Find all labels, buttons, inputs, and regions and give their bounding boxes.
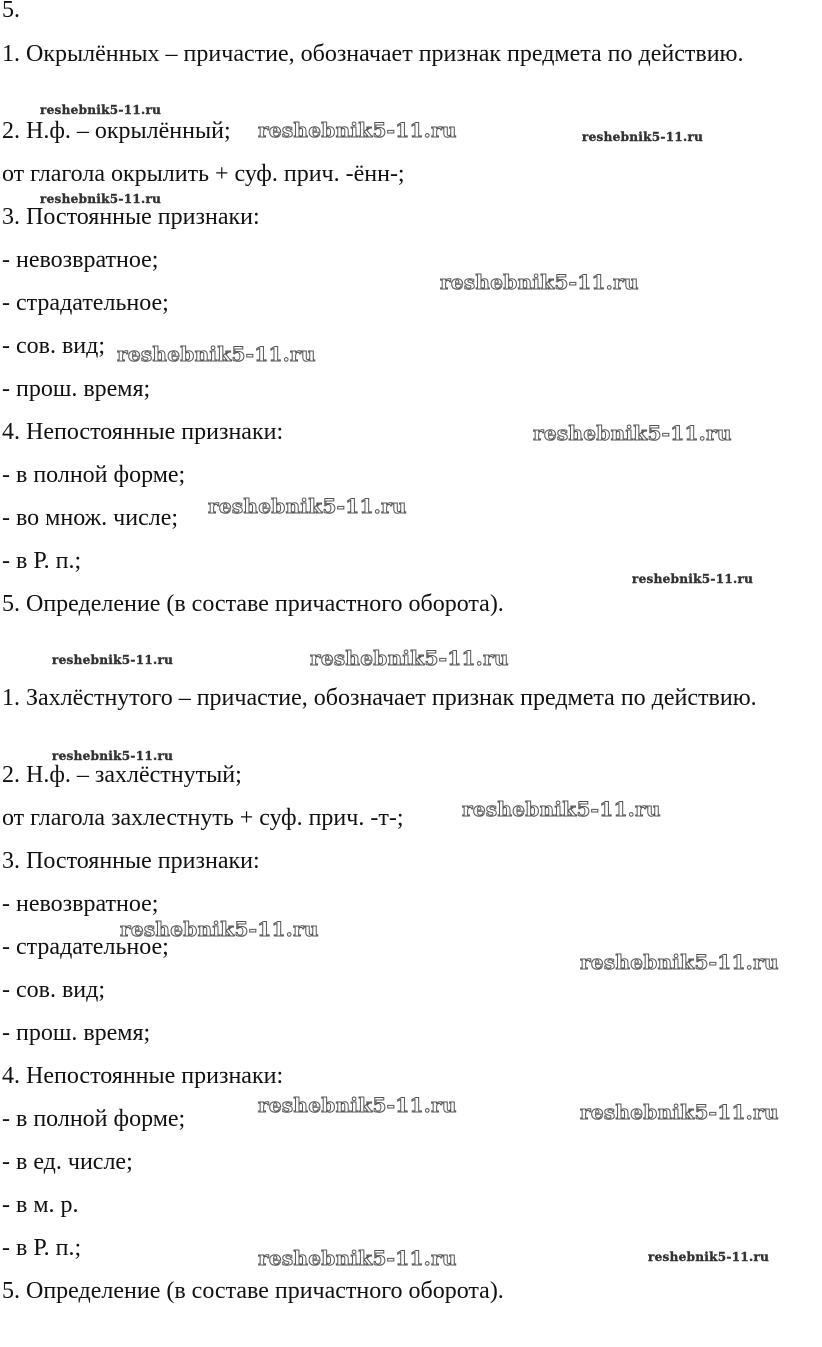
- s2-constant-heading: 3. Постоянные признаки:: [2, 848, 260, 874]
- s1-point2: 2. Н.ф. – окрылённый;: [2, 118, 231, 144]
- watermark-text: reshebnik5-11.ru: [208, 494, 407, 518]
- s1-variable-item: - в Р. п.;: [2, 548, 82, 574]
- s2-point1: 1. Захлёстнутого – причастие, обозначает признак предмета по действию.: [2, 685, 757, 711]
- s1-constant-item: - прош. время;: [2, 376, 151, 402]
- task-number: 5.: [2, 0, 20, 23]
- watermark-text: reshebnik5-11.ru: [258, 118, 457, 142]
- s1-constant-item: - невозвратное;: [2, 247, 159, 273]
- s2-variable-item: - в полной форме;: [2, 1106, 186, 1132]
- watermark-text: reshebnik5-11.ru: [310, 646, 509, 670]
- s2-point2: 2. Н.ф. – захлёстнутый;: [2, 762, 242, 788]
- s2-syntactic-role: 5. Определение (в составе причастного оборота).: [2, 1278, 504, 1304]
- s2-constant-item: - невозвратное;: [2, 891, 159, 917]
- s2-variable-heading: 4. Непостоянные признаки:: [2, 1063, 284, 1089]
- watermark-text: reshebnik5-11.ru: [40, 192, 162, 206]
- watermark-text: reshebnik5-11.ru: [462, 797, 661, 821]
- s1-constant-item: - сов. вид;: [2, 333, 106, 359]
- watermark-text: reshebnik5-11.ru: [580, 950, 779, 974]
- s2-constant-item: - прош. время;: [2, 1020, 151, 1046]
- watermark-text: reshebnik5-11.ru: [648, 1250, 770, 1264]
- s1-constant-item: - страдательное;: [2, 290, 169, 316]
- watermark-text: reshebnik5-11.ru: [40, 103, 162, 117]
- s1-origin: от глагола окрылить + суф. прич. -ённ-;: [2, 161, 405, 187]
- watermark-text: reshebnik5-11.ru: [533, 421, 732, 445]
- s2-constant-item: - сов. вид;: [2, 977, 106, 1003]
- s1-variable-heading: 4. Непостоянные признаки:: [2, 419, 284, 445]
- s1-constant-heading: 3. Постоянные признаки:: [2, 204, 260, 230]
- watermark-text: reshebnik5-11.ru: [52, 653, 174, 667]
- watermark-text: reshebnik5-11.ru: [52, 749, 174, 763]
- s2-variable-item: - в м. р.: [2, 1192, 79, 1218]
- watermark-text: reshebnik5-11.ru: [258, 1246, 457, 1270]
- s1-syntactic-role: 5. Определение (в составе причастного оборота).: [2, 591, 504, 617]
- watermark-text: reshebnik5-11.ru: [258, 1093, 457, 1117]
- watermark-text: reshebnik5-11.ru: [440, 270, 639, 294]
- s2-origin: от глагола захлестнуть + суф. прич. -т-;: [2, 805, 404, 831]
- s1-point1: 1. Окрылённых – причастие, обозначает признак предмета по действию.: [2, 41, 744, 67]
- watermark-text: reshebnik5-11.ru: [632, 572, 754, 586]
- s2-variable-item: - в Р. п.;: [2, 1235, 82, 1261]
- s1-variable-item: - в полной форме;: [2, 462, 186, 488]
- watermark-text: reshebnik5-11.ru: [120, 917, 319, 941]
- s1-variable-item: - во множ. числе;: [2, 505, 179, 531]
- watermark-text: reshebnik5-11.ru: [582, 130, 704, 144]
- watermark-text: reshebnik5-11.ru: [117, 342, 316, 366]
- s2-constant-item: - страдательное;: [2, 934, 169, 960]
- watermark-text: reshebnik5-11.ru: [580, 1100, 779, 1124]
- s2-variable-item: - в ед. числе;: [2, 1149, 133, 1175]
